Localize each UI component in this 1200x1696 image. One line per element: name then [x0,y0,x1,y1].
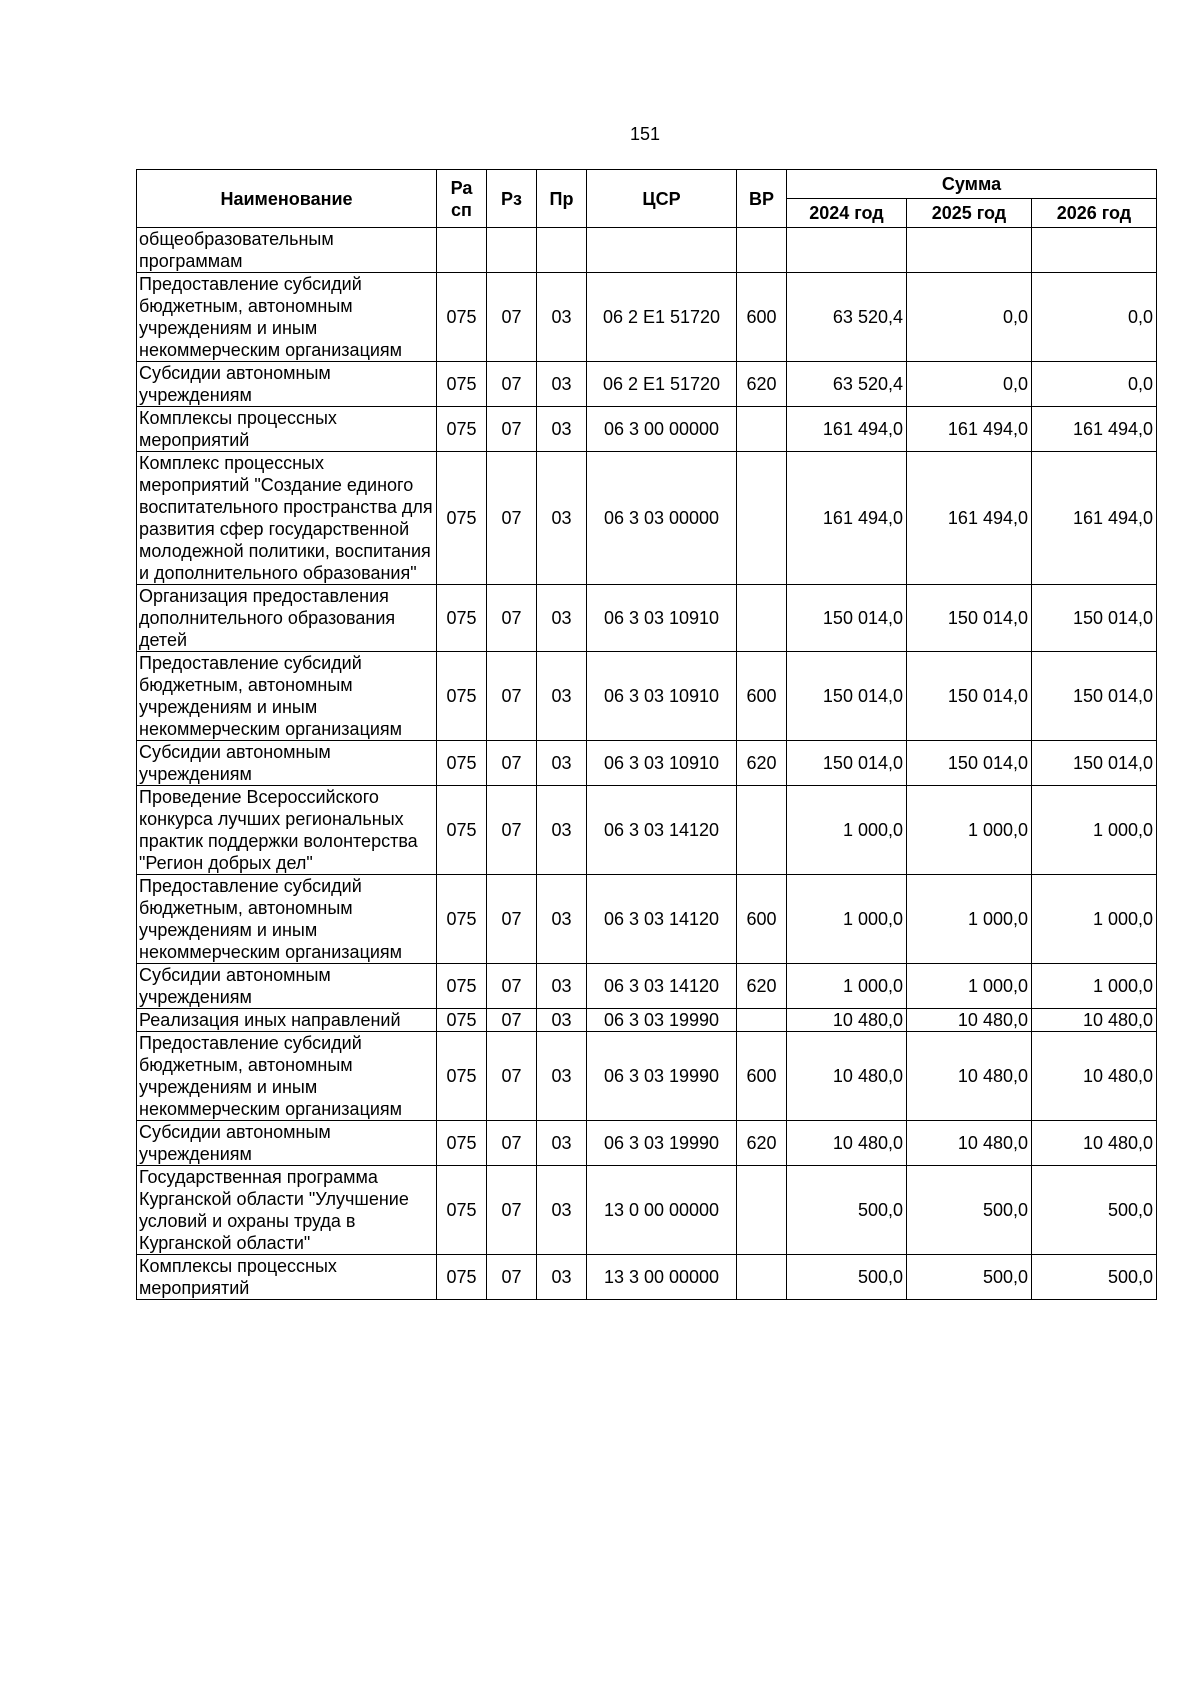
row-rasp: 075 [437,452,487,585]
row-rasp: 075 [437,273,487,362]
row-vr [737,452,787,585]
row-amount-2024: 63 520,4 [787,273,907,362]
table-row [137,1009,1157,1032]
row-pr: 03 [537,407,587,452]
row-pr: 03 [537,964,587,1009]
row-vr [737,585,787,652]
header-sum: Сумма [787,170,1157,199]
table-row [137,875,1157,964]
header-2024: 2024 год [787,199,907,228]
row-name: Субсидии автономным учреждениям [137,741,437,786]
row-amount-2024: 161 494,0 [787,407,907,452]
table-row [137,964,1157,1009]
row-pr: 03 [537,452,587,585]
row-name: Комплексы процессных мероприятий [137,407,437,452]
row-csr: 06 3 03 19990 [587,1032,737,1121]
row-vr [737,1009,787,1032]
header-2025: 2025 год [907,199,1032,228]
row-amount-2026: 1 000,0 [1032,964,1157,1009]
row-amount-2025: 150 014,0 [907,652,1032,741]
row-rasp: 075 [437,585,487,652]
row-rasp: 075 [437,1166,487,1255]
row-amount-2025: 1 000,0 [907,786,1032,875]
row-rasp: 075 [437,362,487,407]
row-csr: 13 0 00 00000 [587,1166,737,1255]
row-amount-2024 [787,228,907,273]
row-vr: 600 [737,652,787,741]
row-csr: 06 3 03 19990 [587,1121,737,1166]
row-csr: 13 3 00 00000 [587,1255,737,1300]
row-name: общеобразовательным программам [137,228,437,273]
row-amount-2024: 10 480,0 [787,1032,907,1121]
row-amount-2025: 150 014,0 [907,585,1032,652]
row-amount-2026: 0,0 [1032,362,1157,407]
row-amount-2024: 500,0 [787,1166,907,1255]
row-name: Государственная программа Курганской области "Улучшение условий и охраны труда в Курганской области" [137,1166,437,1255]
row-rasp: 075 [437,1121,487,1166]
row-rz: 07 [487,273,537,362]
row-pr: 03 [537,273,587,362]
row-amount-2026: 150 014,0 [1032,585,1157,652]
row-vr: 620 [737,1121,787,1166]
header-rasp-line1: Ра [450,177,473,198]
row-csr: 06 3 00 00000 [587,407,737,452]
row-rz: 07 [487,964,537,1009]
row-rz: 07 [487,1009,537,1032]
row-amount-2026: 10 480,0 [1032,1121,1157,1166]
row-csr: 06 3 03 00000 [587,452,737,585]
header-2026: 2026 год [1032,199,1157,228]
row-amount-2025: 1 000,0 [907,875,1032,964]
row-vr [737,786,787,875]
row-vr: 600 [737,875,787,964]
header-rasp [437,170,487,228]
row-amount-2024: 10 480,0 [787,1009,907,1032]
table-row [137,585,1157,652]
row-amount-2025 [907,228,1032,273]
row-name: Комплексы процессных мероприятий [137,1255,437,1300]
row-name: Проведение Всероссийского конкурса лучших региональных практик поддержки волонтерства "Регион добрых дел" [137,786,437,875]
row-rz: 07 [487,1166,537,1255]
row-amount-2025: 10 480,0 [907,1121,1032,1166]
row-rz: 07 [487,786,537,875]
row-pr: 03 [537,1255,587,1300]
row-rasp: 075 [437,786,487,875]
row-vr: 620 [737,964,787,1009]
row-csr: 06 3 03 14120 [587,875,737,964]
row-pr: 03 [537,362,587,407]
row-amount-2024: 150 014,0 [787,585,907,652]
row-amount-2024: 150 014,0 [787,652,907,741]
row-amount-2026: 161 494,0 [1032,452,1157,585]
row-amount-2026: 0,0 [1032,273,1157,362]
row-pr: 03 [537,1166,587,1255]
row-amount-2024: 1 000,0 [787,786,907,875]
table-row [137,228,1157,273]
row-name: Организация предоставления дополнительного образования детей [137,585,437,652]
row-rasp: 075 [437,741,487,786]
table-row [137,786,1157,875]
page-number: 151 [629,124,661,144]
row-rz: 07 [487,875,537,964]
table-row [137,273,1157,362]
row-rz: 07 [487,652,537,741]
row-name: Предоставление субсидий бюджетным, автономным учреждениям и иным некоммерческим организациям [137,875,437,964]
row-rasp: 075 [437,964,487,1009]
header-pr: Пр [537,170,587,228]
row-amount-2025: 10 480,0 [907,1032,1032,1121]
row-rasp: 075 [437,1032,487,1121]
row-rasp: 075 [437,652,487,741]
row-rz: 07 [487,452,537,585]
table-row [137,1121,1157,1166]
row-pr: 03 [537,741,587,786]
row-amount-2025: 1 000,0 [907,964,1032,1009]
row-csr: 06 3 03 10910 [587,652,737,741]
header-rasp-line2: сп [451,199,472,220]
row-vr: 620 [737,362,787,407]
table-body [137,228,1157,1300]
row-amount-2026: 1 000,0 [1032,875,1157,964]
row-rz: 07 [487,1255,537,1300]
row-amount-2026: 500,0 [1032,1166,1157,1255]
row-pr: 03 [537,786,587,875]
row-amount-2024: 63 520,4 [787,362,907,407]
row-pr: 03 [537,875,587,964]
row-name: Предоставление субсидий бюджетным, автономным учреждениям и иным некоммерческим организациям [137,1032,437,1121]
row-name: Предоставление субсидий бюджетным, автономным учреждениям и иным некоммерческим организациям [137,652,437,741]
row-rz: 07 [487,741,537,786]
row-name: Реализация иных направлений [137,1009,437,1032]
row-rz: 07 [487,1032,537,1121]
row-amount-2024: 1 000,0 [787,964,907,1009]
header-name: Наименование [137,170,437,228]
table-row [137,1255,1157,1300]
row-name: Субсидии автономным учреждениям [137,362,437,407]
table-row [137,452,1157,585]
row-rz: 07 [487,585,537,652]
table-row [137,652,1157,741]
row-amount-2025: 161 494,0 [907,407,1032,452]
row-amount-2025: 10 480,0 [907,1009,1032,1032]
row-name: Субсидии автономным учреждениям [137,964,437,1009]
table-row [137,407,1157,452]
row-csr: 06 3 03 10910 [587,741,737,786]
table-header [137,170,1157,228]
row-csr: 06 2 E1 51720 [587,273,737,362]
row-amount-2026: 500,0 [1032,1255,1157,1300]
row-rasp: 075 [437,407,487,452]
row-vr: 620 [737,741,787,786]
row-csr: 06 3 03 14120 [587,964,737,1009]
row-vr [737,1166,787,1255]
row-rasp: 075 [437,875,487,964]
row-rz [487,228,537,273]
row-csr [587,228,737,273]
row-amount-2026: 161 494,0 [1032,407,1157,452]
row-amount-2026: 10 480,0 [1032,1009,1157,1032]
budget-table [136,169,1157,1300]
row-amount-2024: 10 480,0 [787,1121,907,1166]
row-pr: 03 [537,1121,587,1166]
row-amount-2025: 161 494,0 [907,452,1032,585]
row-amount-2025: 0,0 [907,273,1032,362]
row-csr: 06 2 E1 51720 [587,362,737,407]
row-vr [737,1255,787,1300]
row-pr: 03 [537,585,587,652]
header-vr: ВР [737,170,787,228]
row-amount-2026: 150 014,0 [1032,652,1157,741]
row-amount-2025: 0,0 [907,362,1032,407]
row-rasp: 075 [437,1009,487,1032]
row-amount-2025: 150 014,0 [907,741,1032,786]
row-amount-2024: 1 000,0 [787,875,907,964]
table-row [137,741,1157,786]
row-amount-2024: 500,0 [787,1255,907,1300]
table-row [137,1032,1157,1121]
header-csr: ЦСР [587,170,737,228]
row-amount-2024: 161 494,0 [787,452,907,585]
row-rz: 07 [487,1121,537,1166]
row-name: Субсидии автономным учреждениям [137,1121,437,1166]
row-rasp [437,228,487,273]
row-rz: 07 [487,362,537,407]
row-csr: 06 3 03 10910 [587,585,737,652]
row-pr: 03 [537,1009,587,1032]
row-amount-2025: 500,0 [907,1166,1032,1255]
row-rasp: 075 [437,1255,487,1300]
row-amount-2026 [1032,228,1157,273]
row-csr: 06 3 03 19990 [587,1009,737,1032]
row-pr: 03 [537,1032,587,1121]
header-rz: Рз [487,170,537,228]
row-vr [737,228,787,273]
row-vr [737,407,787,452]
table-row [137,1166,1157,1255]
row-name: Комплекс процессных мероприятий "Создание единого воспитательного пространства для развития сфер государственной молодежной политики, воспитания и дополнительного образования" [137,452,437,585]
row-amount-2025: 500,0 [907,1255,1032,1300]
row-vr: 600 [737,273,787,362]
row-amount-2026: 10 480,0 [1032,1032,1157,1121]
row-pr [537,228,587,273]
row-csr: 06 3 03 14120 [587,786,737,875]
table-row [137,362,1157,407]
row-pr: 03 [537,652,587,741]
row-amount-2024: 150 014,0 [787,741,907,786]
row-vr: 600 [737,1032,787,1121]
row-rz: 07 [487,407,537,452]
row-amount-2026: 1 000,0 [1032,786,1157,875]
row-amount-2026: 150 014,0 [1032,741,1157,786]
row-name: Предоставление субсидий бюджетным, автономным учреждениям и иным некоммерческим организациям [137,273,437,362]
